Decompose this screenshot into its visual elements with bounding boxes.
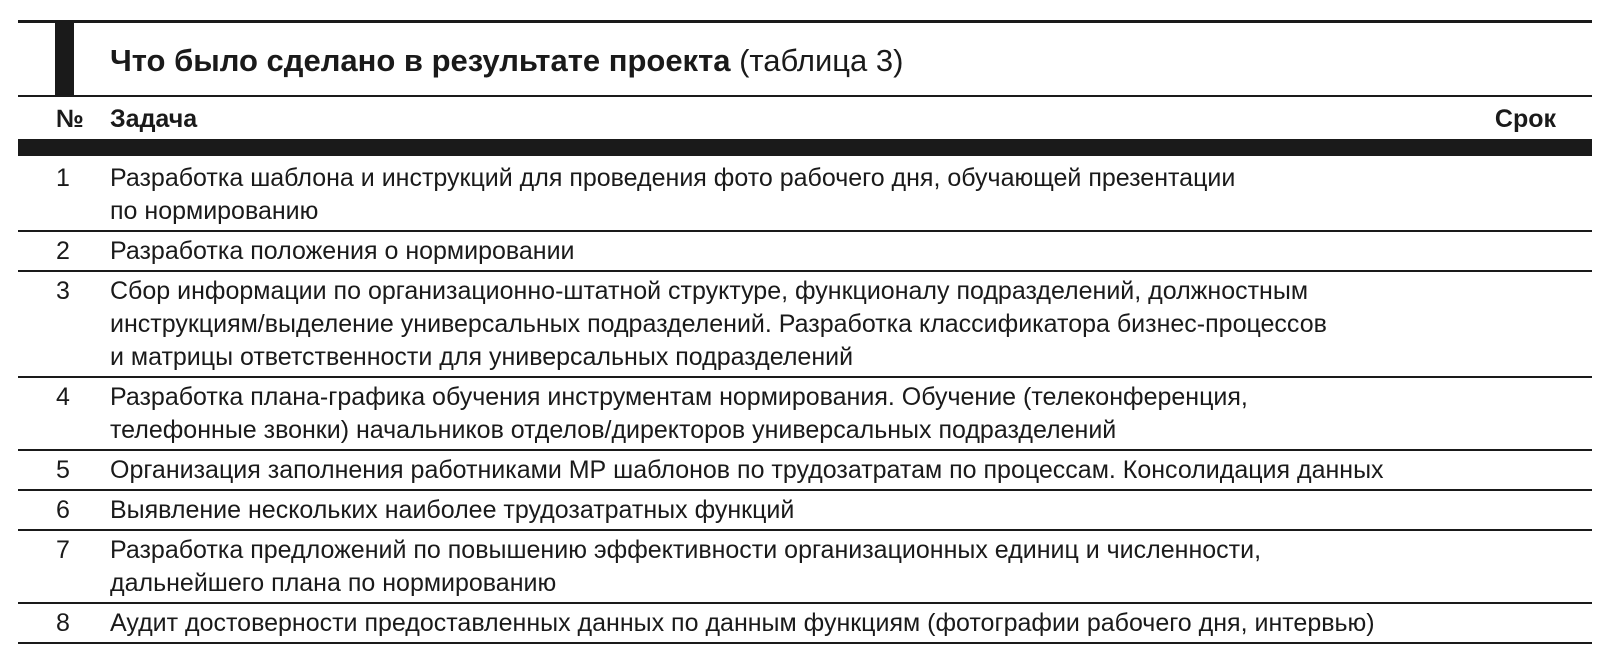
row-task: Разработка положения о нормировании bbox=[110, 237, 575, 265]
row-number: 3 bbox=[56, 277, 70, 305]
project-results-table bbox=[18, 20, 1592, 644]
row-number: 4 bbox=[56, 383, 70, 411]
table-title bbox=[110, 43, 903, 79]
column-header-term: Срок bbox=[1494, 105, 1556, 133]
table-row bbox=[18, 604, 1592, 644]
header-thick-rule bbox=[18, 139, 1592, 156]
row-number: 2 bbox=[56, 237, 70, 265]
column-header-task: Задача bbox=[110, 105, 198, 133]
table-row bbox=[18, 491, 1592, 531]
row-number: 5 bbox=[56, 456, 70, 484]
table-row bbox=[18, 451, 1592, 491]
column-header-number: № bbox=[56, 105, 84, 133]
table-row bbox=[18, 272, 1592, 378]
row-task: Выявление нескольких наиболее трудозатратных функций bbox=[110, 496, 795, 524]
table-title-main: Что было сделано в результате проекта bbox=[110, 43, 731, 78]
table-title-reference: (таблица 3) bbox=[730, 43, 904, 78]
table-body bbox=[18, 156, 1592, 644]
table-row bbox=[18, 232, 1592, 272]
row-task: Разработка предложений по повышению эффективности организационных единиц и численности, дальнейшего плана по нормированию bbox=[110, 536, 1262, 597]
table-row bbox=[18, 159, 1592, 232]
row-number: 6 bbox=[56, 496, 70, 524]
row-number: 1 bbox=[56, 164, 70, 192]
table-row bbox=[18, 531, 1592, 604]
row-task: Сбор информации по организационно-штатной структуре, функционалу подразделений, должностным инструкциям/выделение универсальных подразделений. Разработка классификатора бизнес-процессов и матрицы ответственности для универсальных подразделений bbox=[110, 277, 1327, 371]
row-number: 7 bbox=[56, 536, 70, 564]
row-task: Разработка шаблона и инструкций для проведения фото рабочего дня, обучающей презентации по нормированию bbox=[110, 164, 1236, 225]
table-header-row bbox=[18, 97, 1592, 139]
table-row bbox=[18, 378, 1592, 451]
row-number: 8 bbox=[56, 609, 70, 637]
row-task: Организация заполнения работниками МР шаблонов по трудозатратам по процессам. Консолидация данных bbox=[110, 456, 1384, 484]
row-task: Аудит достоверности предоставленных данных по данным функциям (фотографии рабочего дня, интервью) bbox=[110, 609, 1375, 637]
row-task: Разработка плана-графика обучения инструментам нормирования. Обучение (телеконференция, телефонные звонки) начальников отделов/директоров универсальных подразделений bbox=[110, 383, 1248, 444]
title-accent-bar bbox=[55, 23, 74, 95]
table-title-row bbox=[18, 23, 1592, 95]
